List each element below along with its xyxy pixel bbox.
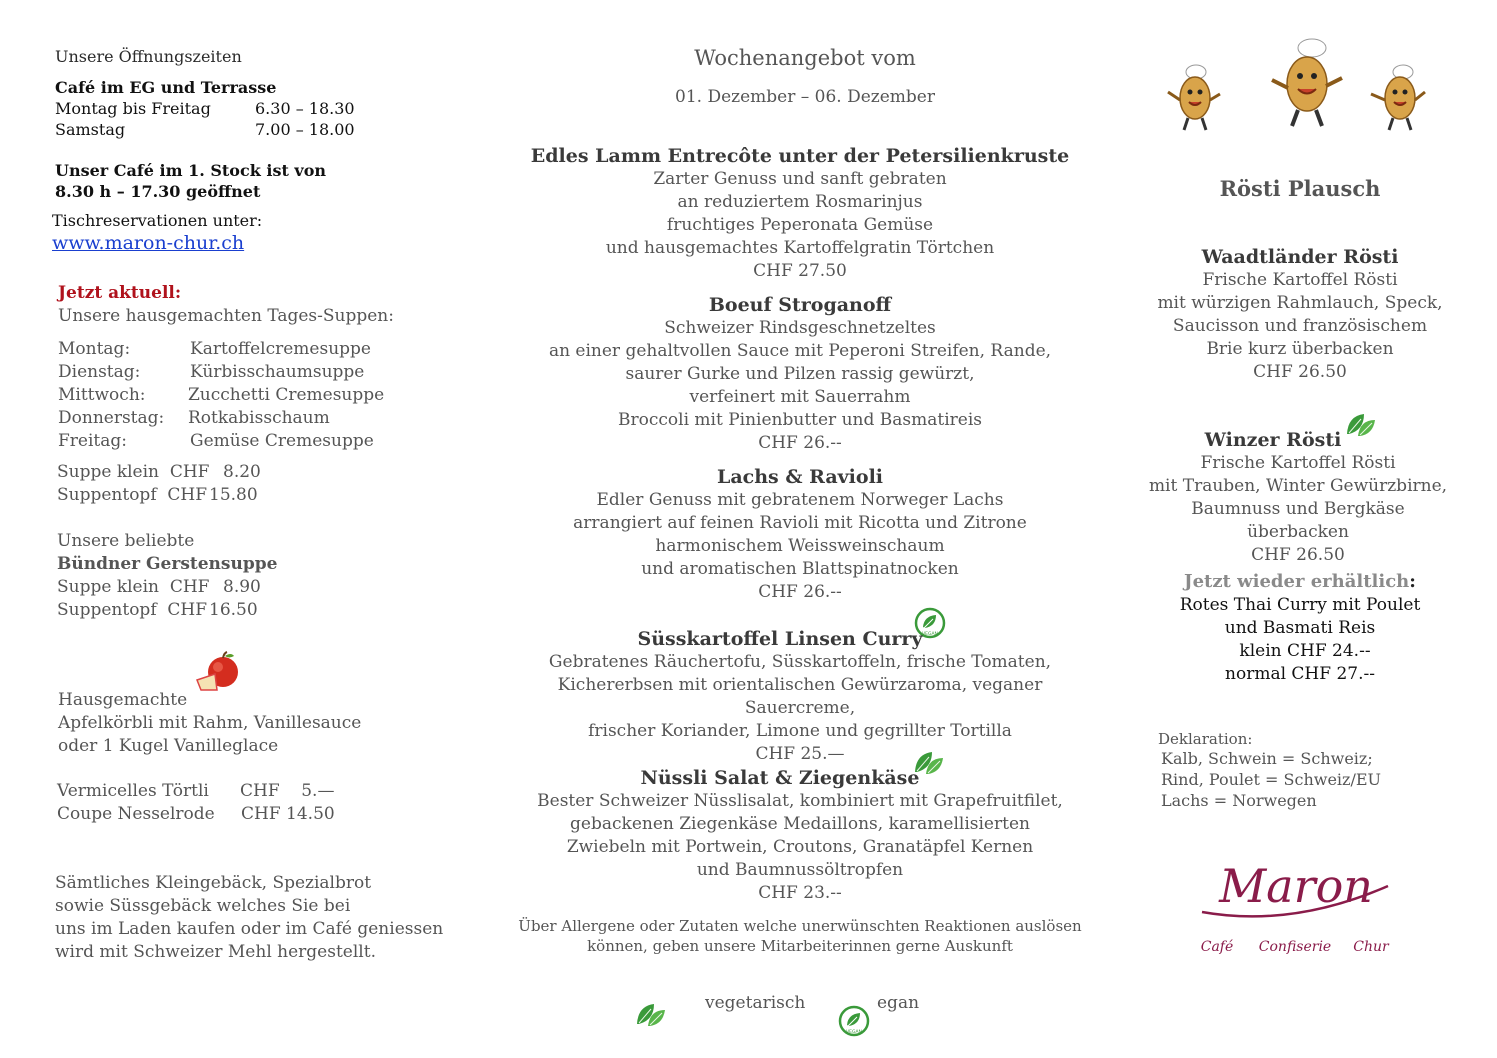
soup-prices bbox=[57, 461, 261, 507]
dish-line: Broccoli mit Pinienbutter und Basmatireis bbox=[618, 410, 982, 430]
cafe-title: Café im EG und Terrasse bbox=[55, 78, 277, 97]
soup-row bbox=[58, 384, 384, 407]
dessert-line: Apfelkörbli mit Rahm, Vanillesauce bbox=[58, 713, 362, 733]
dish-line: Frische Kartoffel Rösti bbox=[1202, 270, 1398, 290]
legend-vegetarian: vegetarisch bbox=[705, 993, 806, 1013]
dish-title: Süsskartoffel Linsen Curry bbox=[637, 628, 923, 650]
logo-sub: Café bbox=[1200, 939, 1234, 955]
dish-line: an reduziertem Rosmarinjus bbox=[677, 192, 923, 212]
website-link[interactable]: www.maron-chur.ch bbox=[52, 232, 245, 254]
dish-title: Boeuf Stroganoff bbox=[708, 294, 892, 316]
upper-cafe-line: 8.30 h – 17.30 geöffnet bbox=[55, 182, 261, 201]
hours-row bbox=[55, 98, 355, 119]
price-value: 15.80 bbox=[209, 485, 258, 505]
again-line: Rotes Thai Curry mit Poulet bbox=[1179, 595, 1421, 615]
bakery-note bbox=[55, 872, 443, 964]
logo-sub: Chur bbox=[1353, 939, 1389, 955]
dish-5 bbox=[500, 766, 1100, 905]
reservation-label: Tischreservationen unter: bbox=[52, 211, 263, 230]
again-line: normal CHF 27.-- bbox=[1225, 664, 1375, 684]
dish-title: Lachs & Ravioli bbox=[716, 466, 884, 488]
soup-row bbox=[58, 430, 384, 453]
weekly-offer-title: Wochenangebot vom bbox=[694, 46, 916, 70]
dish-line: mit würzigen Rahmlauch, Speck, bbox=[1157, 293, 1443, 313]
price-row bbox=[57, 484, 261, 507]
dessert-block bbox=[58, 689, 361, 758]
declaration-line: Kalb, Schwein = Schweiz; bbox=[1161, 749, 1373, 768]
dish-line: mit Trauben, Winter Gewürzbirne, bbox=[1148, 476, 1448, 496]
bakery-line: wird mit Schweizer Mehl hergestellt. bbox=[55, 942, 376, 962]
soups-list bbox=[58, 338, 384, 453]
potato-chef-mascot-icon bbox=[1365, 60, 1431, 134]
price-row bbox=[57, 576, 261, 599]
vegan-badge-text: VEGAN bbox=[922, 632, 938, 637]
apple-icon bbox=[193, 650, 241, 694]
dish-line: und hausgemachtes Kartoffelgratin Törtchen bbox=[605, 238, 995, 258]
allergen-line: Über Allergene oder Zutaten welche unerwünschten Reaktionen auslösen bbox=[518, 917, 1082, 935]
soup-day: Montag: bbox=[58, 339, 131, 359]
hours-day: Samstag bbox=[55, 120, 126, 139]
price-value: 16.50 bbox=[209, 600, 258, 620]
dish-line: an einer gehaltvollen Sauce mit Peperoni Streifen, Rande, bbox=[548, 341, 1052, 361]
weekly-offer-dates: 01. Dezember – 06. Dezember bbox=[675, 87, 935, 107]
legend-vegan: egan bbox=[877, 993, 920, 1013]
hours-row bbox=[55, 119, 355, 140]
declaration-list bbox=[1161, 748, 1381, 811]
bakery-line: sowie Süssgebäck welches Sie bei bbox=[55, 896, 351, 916]
dish-line: Frische Kartoffel Rösti bbox=[1200, 453, 1396, 473]
dish-4 bbox=[500, 627, 1100, 766]
dish-2 bbox=[500, 293, 1100, 455]
dish-price: CHF 23.-- bbox=[758, 883, 842, 903]
hours-time: 6.30 – 18.30 bbox=[255, 99, 355, 118]
opening-hours-title: Unsere Öffnungszeiten bbox=[55, 47, 242, 66]
dish-title: Edles Lamm Entrecôte unter der Petersilienkruste bbox=[530, 145, 1070, 167]
upper-cafe-line: Unser Café im 1. Stock ist von bbox=[55, 161, 327, 180]
dish-line: Bester Schweizer Nüsslisalat, kombiniert mit Grapefruitfilet, bbox=[537, 791, 1063, 811]
again-line: und Basmati Reis bbox=[1224, 618, 1376, 638]
soup-name: Zucchetti Cremesuppe bbox=[188, 385, 385, 405]
soup-day: Donnerstag: bbox=[58, 408, 165, 428]
logo-word: Maron bbox=[1219, 859, 1373, 913]
price-row bbox=[57, 599, 261, 622]
again-title-text: Jetzt wieder erhältlich bbox=[1184, 571, 1410, 592]
hours-day: Montag bis Freitag bbox=[55, 99, 211, 118]
dish-line: frischer Koriander, Limone und gegrillter Tortilla bbox=[588, 721, 1012, 741]
dish-line: und aromatischen Blattspinatnocken bbox=[641, 559, 959, 579]
maron-logo bbox=[1192, 850, 1402, 962]
dish-line: Baumnuss und Bergkäse überbacken bbox=[1191, 499, 1405, 542]
soup-day: Freitag: bbox=[58, 431, 127, 451]
dish-line: Brie kurz überbacken bbox=[1206, 339, 1394, 359]
dish-line: Saucisson und französischem bbox=[1172, 316, 1428, 336]
declaration-line: Rind, Poulet = Schweiz/EU bbox=[1161, 770, 1382, 789]
again-line: klein CHF 24.-- bbox=[1239, 641, 1371, 661]
price-label: Suppe klein CHF bbox=[57, 577, 210, 597]
dessert-line: Hausgemachte bbox=[58, 690, 188, 710]
dish-line: und Baumnussöltropfen bbox=[696, 860, 904, 880]
soup-day: Mittwoch: bbox=[58, 385, 146, 405]
bakery-line: Sämtliches Kleingebäck, Spezialbrot bbox=[55, 873, 372, 893]
rosti-title: Rösti Plausch bbox=[1219, 176, 1381, 201]
dish-price: CHF 26.-- bbox=[758, 433, 842, 453]
dish-title: Winzer Rösti bbox=[1204, 429, 1342, 451]
soup-name: Kürbisschaumsuppe bbox=[190, 362, 365, 382]
dish-title: Nüssli Salat & Ziegenkäse bbox=[640, 767, 920, 789]
vegan-badge-text: VEGAN bbox=[846, 1030, 862, 1035]
barley-intro: Unsere beliebte bbox=[57, 531, 195, 551]
sweet-price: CHF 14.50 bbox=[241, 804, 335, 824]
soup-name: Kartoffelcremesuppe bbox=[190, 339, 371, 359]
dish-price: CHF 26.-- bbox=[758, 582, 842, 602]
hours-time: 7.00 – 18.00 bbox=[255, 120, 355, 139]
price-label: Suppe klein CHF bbox=[57, 462, 210, 482]
rosti-2 bbox=[1140, 428, 1456, 567]
allergen-line: können, geben unsere Mitarbeiterinnen gerne Auskunft bbox=[587, 937, 1013, 955]
sweet-row bbox=[57, 803, 335, 826]
dish-price: CHF 25.— bbox=[755, 744, 845, 764]
barley-title: Bündner Gerstensuppe bbox=[57, 554, 278, 574]
barley-prices bbox=[57, 576, 261, 622]
dish-line: Zwiebeln mit Portwein, Croutons, Granatäpfel Kernen bbox=[566, 837, 1034, 857]
potato-chef-mascot-icon bbox=[1160, 60, 1226, 134]
soup-row bbox=[58, 361, 384, 384]
again-title bbox=[1150, 570, 1450, 593]
dish-line: verfeinert mit Sauerrahm bbox=[689, 387, 911, 407]
allergen-note bbox=[500, 916, 1100, 956]
dessert-line: oder 1 Kugel Vanilleglace bbox=[58, 736, 279, 756]
logo-sub: Confiserie bbox=[1258, 939, 1332, 955]
declaration-line: Lachs = Norwegen bbox=[1161, 791, 1317, 810]
sweet-price: CHF 5.— bbox=[240, 781, 335, 801]
again-title-colon: : bbox=[1409, 571, 1416, 592]
sweet-name: Vermicelles Törtli bbox=[57, 781, 209, 801]
dish-line: Edler Genuss mit gebratenem Norweger Lachs bbox=[596, 490, 1004, 510]
soup-row bbox=[58, 338, 384, 361]
vegan-badge-icon bbox=[838, 1005, 870, 1037]
soups-intro: Unsere hausgemachten Tages-Suppen: bbox=[58, 306, 394, 326]
dish-price: CHF 27.50 bbox=[753, 261, 847, 281]
soup-name: Gemüse Cremesuppe bbox=[190, 431, 374, 451]
price-label: Suppentopf CHF bbox=[57, 600, 208, 620]
declaration-title: Deklaration: bbox=[1158, 730, 1253, 748]
soup-name: Rotkabisschaum bbox=[188, 408, 330, 428]
sweet-name: Coupe Nesselrode bbox=[57, 804, 215, 824]
price-value: 8.90 bbox=[223, 577, 261, 597]
dish-price: CHF 26.50 bbox=[1251, 545, 1345, 565]
soup-row bbox=[58, 407, 384, 430]
soup-day: Dienstag: bbox=[58, 362, 141, 382]
dish-title: Waadtländer Rösti bbox=[1201, 246, 1399, 268]
again-block bbox=[1150, 594, 1450, 686]
dish-price: CHF 26.50 bbox=[1253, 362, 1347, 382]
dish-line: arrangiert auf feinen Ravioli mit Ricotta und Zitrone bbox=[573, 513, 1027, 533]
dish-3 bbox=[500, 465, 1100, 604]
leaf-icon bbox=[634, 1000, 668, 1028]
dish-1 bbox=[500, 144, 1100, 283]
sweet-row bbox=[57, 780, 335, 803]
bakery-line: uns im Laden kaufen oder im Café geniessen bbox=[55, 919, 444, 939]
price-row bbox=[57, 461, 261, 484]
sweets-list bbox=[57, 780, 335, 826]
dish-line: harmonischem Weissweinschaum bbox=[655, 536, 945, 556]
dish-line: saurer Gurke und Pilzen rassig gewürzt, bbox=[625, 364, 975, 384]
potato-chef-mascot-icon bbox=[1262, 36, 1346, 132]
dish-line: Zarter Genuss und sanft gebraten bbox=[653, 169, 947, 189]
dish-line: fruchtiges Peperonata Gemüse bbox=[666, 215, 934, 235]
price-label: Suppentopf CHF bbox=[57, 485, 208, 505]
news-title: Jetzt aktuell: bbox=[58, 283, 182, 303]
price-value: 8.20 bbox=[223, 462, 261, 482]
rosti-1 bbox=[1150, 245, 1450, 384]
dish-line: Schweizer Rindsgeschnetzeltes bbox=[664, 318, 936, 338]
dish-line: Kichererbsen mit orientalischen Gewürzaroma, veganer Sauercreme, bbox=[557, 675, 1043, 718]
dish-line: gebackenen Ziegenkäse Medaillons, karamellisierten bbox=[570, 814, 1030, 834]
dish-line: Gebratenes Räuchertofu, Süsskartoffeln, frische Tomaten, bbox=[548, 652, 1052, 672]
